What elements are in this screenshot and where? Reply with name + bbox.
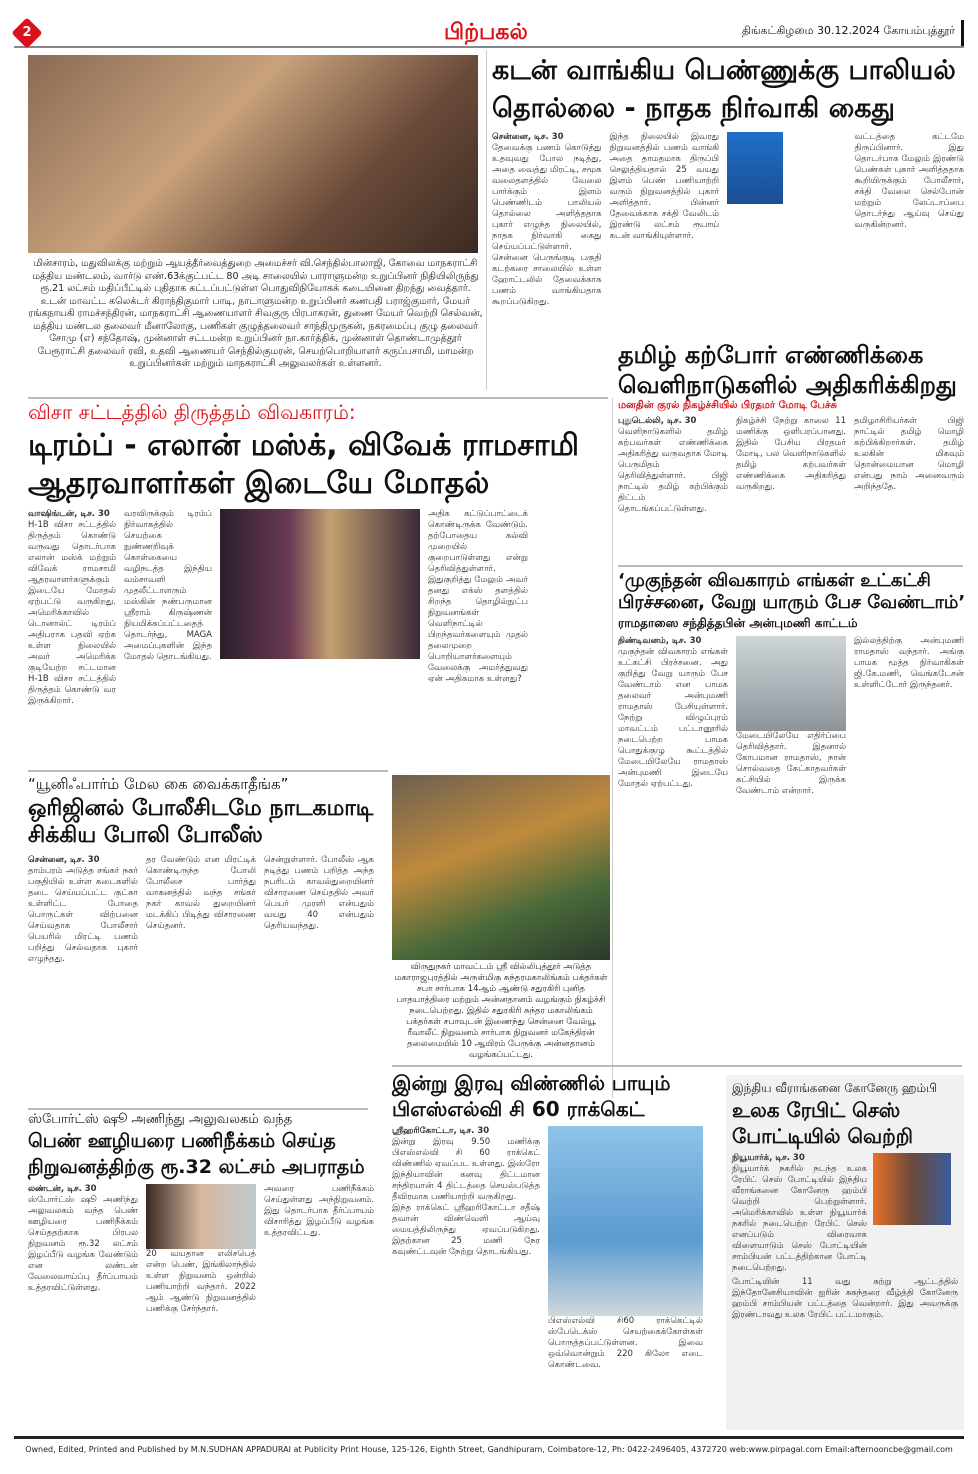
story-sports-shoe-fine — [28, 1112, 383, 1315]
page-number: 2 — [22, 25, 32, 40]
body-text: போட்டியின் 11 வது சுற்று ஆட்டத்தில் இந்தோனேசியாவின் ஐரின் சுகந்தரை வீழ்த்தி கோனேரு ஹம்பி சாம்பியன் பட்டத்தை வென்றார். இது அவருக்கு இரண்டாவது உலக ரேபிட் பட்டமாகும். — [732, 1277, 958, 1320]
issue-dateline: திங்கட்கிழமை 30.12.2024 கோயம்புத்தூர் — [702, 20, 964, 46]
photo-caption: மின்சாரம், மதுவிலக்கு மற்றும் ஆயத்தீர்வைத்துறை அமைச்சர் வி.செந்தில்பாலாஜி, கோவை மாநகராட்சி மத்திய மண்டலம், வார்டு எண்.63க்குட்பட்ட 80 அடி சாலையில் பாராளுமன்ற உறுப்பினர் நிதியிலிருந்து ரூ.21 லட்சம் மதிப்பீட்டில் புதிதாக கட்டப்பட்டுள்ள பொதுவிநியோகக் கடையினை திறந்து வைத்தார். உடன் மாவட்ட கலெக்டர் கிராந்திகுமார் பாடி, நாடாளுமன்ற உறுப்பினர் கணபதி பராஜ்குமார், மேயர் ரங்கநாயகி ராமச்சந்திரன், மாநகராட்சி ஆணையாளர் சிவகுரு பிரபாகரன், துணை மேயர் வெற்றி செல்வன், மத்திய மண்டல தலைவர் மீனாலோகு, பணிகள் குழுத்தலைவர் சாந்திமுருகன், நகரமைப்பு குழு தலைவர் சோமு (எ) சந்தோஷ், முன்னாள் சட்டமன்ற உறுப்பினர் நா.கார்த்திக், முன்னாள் தொண்டாமுத்தூர் பேரூராட்சி தலைவர் ரவி, உதவி ஆணையர் செந்தில்குமரன், செயற்பொறியாளர் கருப்பசாமி, மாமன்ற உறுப்பினர்கள் மற்றும் மாநகராட்சி அலுவலர்கள் உள்ளனர். — [28, 258, 483, 369]
headline-line-2: நிறுவனத்திற்கு ரூ.32 லட்சம் அபராதம் — [28, 1156, 365, 1178]
body-text: முகுந்தன் விவகாரம் எங்கள் உட்கட்சி பிரச்சனை. அது குறித்து வேறு யாரும் பேச வேண்டாம் என பாமக தலைவர் அன்புமணி ராமதாஸ் பேசியுள்ளார். நேற்று விழுப்புரம் மாவட்டம் பட்டானூரில் நடைபெற்ற பாமக பொதுக்குழு கூட்டத்தில் மேடையிலேயே ராமதாஸ் அன்புமணி இடையே மோதல் ஏற்பட்டது. — [618, 647, 728, 789]
koneru-humpy-photo — [873, 1153, 951, 1225]
headline-line-1: இன்று இரவு விண்ணில் பாயும் — [392, 1071, 671, 1095]
body-text: இல்லத்திற்கு அன்புமணி ராமதாஸ் வந்தார். அங்கு பாமக மூத்த நிர்வாகிகள் ஜி.கே.மணி, வெங்கடேசன் உள்ளிட்டோர் இருந்தனர். — [854, 636, 964, 690]
newspaper-logo: பிற்பகல் — [444, 20, 528, 45]
body-text: ஸ்போர்ட்ஸ் ஷூ அணிந்து அலுவலகம் வந்த பெண் ஊழியரை பணிநீக்கம் செய்ததற்காக பிரபல நிறுவனம் ரூ.32 லட்சம் இழப்பீடு வழங்க வேண்டும் என லண்டன் வேலைவாய்ப்பு தீர்ப்பாயம் உத்தரவிட்டுள்ளது. — [28, 1195, 138, 1293]
headline-line-2: பிரச்சனை, வேறு யாரும் பேச வேண்டாம்’ — [618, 592, 966, 613]
body-text: இன்று இரவு 9.50 மணிக்கு பிஎஸ்எல்வி சி 60 ராக்கெட் விண்ணில் ஏவப்பட உள்ளது. இஸ்ரோ இந்தியாவின் கனவு திட்டமான சந்திரயான் 4 திட்டத்தை செயல்படுத்த தீவிரமாக பணியாற்றி வருகிறது. — [392, 1137, 540, 1202]
dateline: சென்னை, டிச. 30 — [492, 132, 564, 142]
subhead: மனதின் குரல் நிகழ்ச்சியில் பிரதமர் மோடி பேச்சு — [618, 400, 837, 411]
body-text: பிஎஸ்எல்வி சி60 ராக்கெட்டில் ஸ்பேடெக்ஸ் செயற்கைக்கோள்கள் பொருத்தப்பட்டுள்ளன. இவை ஒவ்வொன்றும் 220 கிலோ எடை கொண்டவை. — [548, 1316, 703, 1370]
story-fake-police — [28, 775, 388, 965]
body-text: 20 வயதான எலிசபெத் என்ற பெண், இங்கிலாந்தில் உள்ள நிறுவனம் ஒன்றில் பணியாற்றி வந்தார். 2022 ஆம் ஆண்டு நிறுவனத்தில் பணிக்கு சேர்ந்தார். — [146, 1249, 256, 1314]
section-divider — [28, 397, 608, 399]
headline-line-1: கடன் வாங்கிய பெண்ணுக்கு பாலியல் — [492, 55, 956, 86]
kicker: “யூனிஃபார்ம் மேல கை வைக்காதீங்க” — [28, 775, 289, 793]
headline-line-1: தமிழ் கற்போர் எண்ணிக்கை — [618, 341, 924, 369]
body-text: நியூயார்க் நகரில் நடந்த உலக ரேபிட் செஸ் போட்டியில் இந்திய வீராங்கனை கோனேரு ஹம்பி வெற்றி பெற்றுள்ளார். அமெரிக்காவில் உள்ள நியூயார்க் நகரில் நடைபெற்ற ரேபிட் செஸ் எனப்படும் விரைவாக விளையாடும் செஸ் போட்டியின் சாம்பியன் பட்டத்திற்கான போட்டி நடைபெற்றது. — [732, 1164, 867, 1273]
headline-line-2: போட்டியில் வெற்றி — [732, 1124, 913, 1148]
body-text: வெளிநாடுகளில் தமிழ் கற்பவர்கள் எண்ணிக்கை அதிகரித்து வருவதாக மோடி பெருமிதம் தெரிவித்துள்ளார். பிஜி நாட்டில் தமிழ் கற்பிக்கும் திட்டம் தொடங்கப்பட்டுள்ளது. — [618, 427, 728, 514]
headline-line-1: உலக ரேபிட் செஸ் — [732, 1098, 901, 1122]
ribbon-cutting-photo — [28, 55, 478, 253]
headline-line-2: சிக்கிய போலி போலீஸ் — [28, 823, 263, 848]
headline-line-1: டிரம்ப் - எலான் மஸ்க், விவேக் ராமசாமி — [28, 428, 580, 463]
story-loan-harassment — [492, 52, 964, 308]
headline — [732, 1097, 958, 1149]
headline — [28, 795, 388, 849]
body-text: தாம்பரம் அடுத்த சங்கர் நகர் பகுதியில் உள்ள கடைகளில் தடை செய்யப்பட்ட குட்கா உள்ளிட்ட போதை பொருட்கள் விற்பனை செய்வதாக போலீசார் பெயரில் மிரட்டி பணம் பறித்து செல்வதாக புகார் எழுந்தது. — [28, 866, 138, 964]
dateline: சென்னை, டிச. 30 — [28, 855, 100, 865]
headline — [28, 1128, 383, 1180]
headline-line-1: ‘முகுந்தன் விவகாரம் எங்கள் உட்கட்சி — [618, 570, 931, 591]
page-number-badge — [11, 17, 42, 48]
body-text: நிகழ்ச்சி நேற்று காலை 11 மணிக்கு ஒளிபரப்பானது. இதில் பேசிய பிரதமர் மோடி, பல வெளிநாடுகளில் தமிழ் கற்பவர்கள் எண்ணிக்கை அதிகரித்து வருகிறது. — [736, 416, 846, 492]
kicker: விசா சட்டத்தில் திருத்தம் விவகாரம்: — [28, 400, 356, 424]
body-text: H-1B விசா சட்டத்தில் திருத்தம் கொண்டு வருவது தொடர்பாக எலான் மஸ்க் மற்றும் விவேக் ராமசாமி ஆதரவாளர்களுக்கும் இடையே மோதல் ஏற்பட்டு வருகிறது. அமெரிக்காவில் டொனால்ட் டிரம்ப் அதிபராக பதவி ஏற்க உள்ள நிலையில் அவர் அமெரிக்க குடியேற்ற சட்டமான H-1B விசா சட்டத்தில் திருத்தம் கொண்டு வர இருக்கிறார். — [28, 520, 116, 706]
body-text: அவரை பணிநீக்கம் செய்துள்ளது அந்நிறுவனம். இது தொடர்பாக தீர்ப்பாயம் விசாரித்து இழப்பீடு வழங்க உத்தரவிட்டது. — [264, 1184, 374, 1238]
headline-line-2: ஆதரவாளர்கள் இடையே மோதல் — [28, 466, 490, 501]
headline — [392, 1070, 722, 1122]
dateline: திண்டிவனம், டிச. 30 — [618, 636, 702, 646]
section-divider — [618, 565, 963, 567]
headline-line-1: ஒரிஜினல் போலீசிடமே நாடகமாடி — [28, 796, 374, 821]
headline-line-2: தொல்லை - நாதக நிர்வாகி கைது — [492, 93, 895, 124]
masthead — [14, 20, 964, 48]
headline — [618, 340, 968, 400]
body-text: சென்றுள்ளார். போலீஸ் ஆக நடித்து பணம் பறித்த அந்த நபரிடம் காவல்துறையினர் விசாரணை செய்ததில் அவர் பெயர் முரளி என்பதும் வயது 40 என்பதும் தெரியவந்தது. — [264, 855, 374, 931]
accused-portrait — [727, 132, 783, 204]
section-divider — [28, 1108, 368, 1110]
story-anbumani — [618, 570, 968, 797]
rocket-launchpad-photo — [548, 1126, 703, 1316]
story-tamil-learners — [618, 340, 968, 515]
dateline: ஸ்ரீஹரிகோட்டா, டிச. 30 — [392, 1126, 490, 1136]
kicker: இந்திய வீராங்கனை கோனேரு ஹம்பி — [732, 1081, 938, 1095]
headline — [618, 570, 968, 614]
body-text: தேவைக்கு பணம் கொடுத்து உதவுவது போல நடித்து, அதை வைத்து மிரட்டி, சமூக வலைதளத்தில் வேலை பார்க்கும் இளம் பெண்ணிடம் பாலியல் தொல்லை அளித்ததாக புகார் எழுந்த நிலையில், நாதக நிர்வாகி கைது செய்யப்பட்டுள்ளார். சென்னை பெருங்குடி பகுதி கடற்கரை சாலையில் உள்ள ஹோட்டலில் தேவைக்காக பணம் வாங்கியதாக கூறப்படுகிறது. — [492, 143, 602, 307]
column-divider — [486, 50, 487, 390]
dateline: வாஷிங்டன், டிச. 30 — [28, 509, 110, 519]
headline — [28, 427, 608, 503]
body-text: இந்த நிலையில் இவரது நிறுவனத்தில் பணம் வாங்கி அதை தாமதமாக திருப்பி செலுத்தியதால் 25 வயது இளம் பெண் பணியாற்றி வரும் நிறுவனத்தில் புகார் அளித்தார். பின்னர் தேவைக்காக சக்தி வேலிடம் இரண்டு லட்சம் ரூபாய் கடன் வாங்கியுள்ளார். — [609, 132, 720, 241]
dateline: புதுடெல்லி, டிச. 30 — [618, 416, 697, 426]
trump-musk-ramaswamy-photo — [220, 509, 420, 659]
kicker: ஸ்போர்ட்ஸ் ஷூ அணிந்து அலுவலகம் வந்த — [28, 1112, 293, 1127]
body-text: தர வேண்டும் என மிரட்டிக் கொண்டிருந்த போலி போலீசை பார்த்து வாகனத்தில் வந்த சங்கர் நகர் காவல் துறையினர் மடக்கிப் பிடித்து விசாரணை செய்தனர். — [146, 855, 256, 931]
section-divider — [392, 1065, 962, 1067]
story-pslv-c60 — [392, 1070, 722, 1371]
dateline: நியூயார்க், டிச. 30 — [732, 1153, 805, 1163]
headline-line-2: வெளிநாடுகளில் அதிகரிக்கிறது — [618, 371, 957, 399]
photo-caption: விருதுநகர் மாவட்டம் ஸ்ரீ வில்லிபுத்தூர் அடுத்த மகாராஜபுரத்தில் அருள்மிகு சுந்தரமகாலிங்கம் பக்தர்கள் சபா சார்பாக 14ஆம் ஆண்டு சதுரகிரி புனித பாதயாத்திரை மற்றும் அன்னதானம் வழங்கும் நிகழ்ச்சி நடைபெற்றது. இதில் சதுரகிரி சுந்தர மகாலிங்கம் பக்தர்கள் சபாவுடன் இணைந்து சென்னை வேல்யூ ரீவாலீட் நிறுவனம் சார்பாக நிறுவனர் மகேந்திரன் தலைமையில் 10 ஆயிரம் பேருக்கு அன்னதானம் வழங்கப்பட்டது. — [394, 962, 608, 1060]
dateline: லண்டன், டிச. 30 — [28, 1184, 97, 1194]
body-text: வரவிருக்கும் டிரம்ப் நிர்வாகத்தில் செயற்கை நுண்ணறிவுக் கொள்கையை வழிநடத்த இந்திய வம்சாவளி முதலீட்டாளரும் மஸ்கின் நண்பருமான ஸ்ரீராம் கிருஷ்ணன் நியமிக்கப்பட்டதைத் தொடர்ந்து, MAGA அமைப்புகளின் இந்த மோதல் தொடங்கியது. — [124, 509, 212, 662]
body-text: இந்த ராக்கெட் ஸ்ரீஹரிகோட்டா சதீஷ் தவான் விண்வெளி ஆய்வு மையத்திலிருந்து ஏவப்படுகிறது. இதற்கான 25 மணி நேர கவுண்ட்டவுன் நேற்று தொடங்கியது. — [392, 1203, 540, 1257]
headline-line-2: பிஎஸ்எல்வி சி 60 ராக்கெட் — [392, 1097, 645, 1121]
employee-photo — [146, 1184, 256, 1249]
story-trump-musk-h1b — [28, 400, 608, 707]
annadhanam-photo — [392, 775, 610, 960]
body-text: வட்டத்தை கட்டமே திருப்பினார். இது தொடர்பாக மேலும் இரண்டு பெண்கள் புகார் அளித்ததாக கூறியிருக்கும் போலீசார், சக்தி வேலை செல்போன் மற்றும் லேப்டாப்பை தொடர்ந்து ஆய்வு செய்து வருகின்றனர். — [854, 132, 965, 230]
subhead: ராமதாஸை சந்தித்தபின் அன்புமணி காட்டம் — [618, 616, 858, 630]
footer-imprint: Owned, Edited, Printed and Published by M.N.SUDHAN APPADURAI at Publicity Print House, 125-126, Eighth Street, Gandhipuram, Coimbatore-12, Ph: 0422-2496405, 4372720 web:www.pirpagal.com Email:afternooncbe@gmail.com — [14, 1436, 964, 1454]
story-koneru-humpy — [726, 1075, 964, 1430]
anbumani-portrait — [736, 636, 846, 731]
headline — [492, 52, 964, 128]
headline-line-1: பெண் ஊழியரை பணிநீக்கம் செய்த — [28, 1130, 336, 1152]
column-divider — [612, 398, 613, 1098]
body-text: மேடையிலேயே எதிர்ப்பை தெரிவித்தார். இதனால் கோபமான ராமதாஸ், நான் சொல்வதை கேட்காதவர்கள் கட்சியில் இருக்க வேண்டாம் என்றார். — [736, 731, 846, 796]
body-text: அதிக கட்டுப்பாட்டைக் கொண்டிருக்க வேண்டும். தற்போதைய கல்வி முறையில் குறைபாடுள்ளது என்று தெரிவித்துள்ளார். இதுகுறித்து மேலும் அவர் தனது எக்ஸ் தளத்தில் சிறந்த தொழில்நுட்ப நிறுவனங்கள் வெளிநாட்டில் பிறந்தவர்களையும் முதல் தலைமுறை பொறியாளர்களையும் வேலைக்கு அமர்த்துவது ஏன் அதிகமாக உள்ளது? — [428, 509, 528, 684]
body-text: தமிழாசிரியர்கள் பிஜி நாட்டில் தமிழ் மொழி கற்பிக்கிறார்கள். தமிழ் உலகின் மிகவும் தொன்மையான மொழி என்பது நாம் அனைவரும் அறிந்ததே. — [854, 416, 964, 492]
section-divider — [28, 770, 388, 772]
